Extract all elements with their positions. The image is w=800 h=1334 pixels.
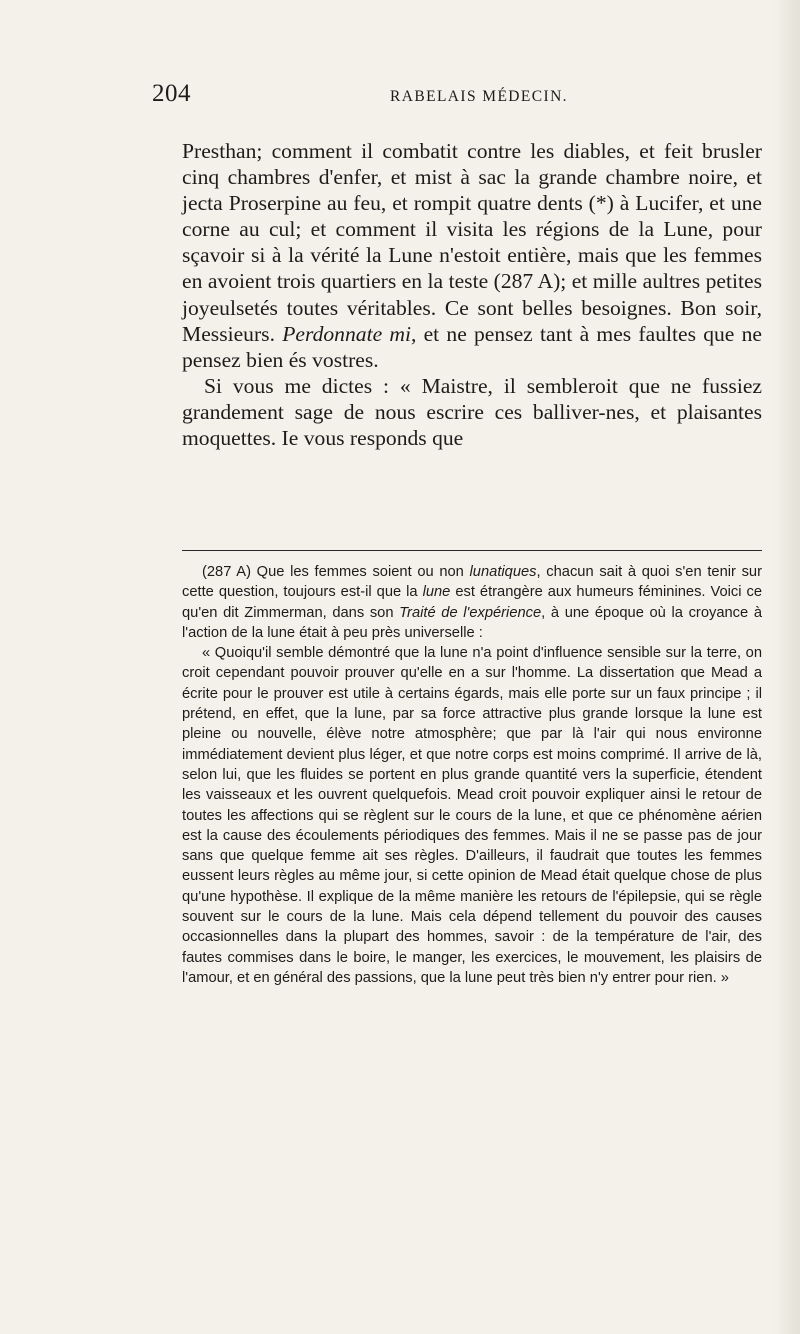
running-head [152, 80, 752, 114]
footnote-a-mid: , chacun sait à quoi s'en tenir sur cette question, toujours est-il que la [182, 564, 762, 601]
footnote-a-italic: lunatiques [469, 564, 537, 580]
main-text [182, 138, 762, 451]
main-paragraph-1-text: Presthan; comment il combatit contre les diables, et feit brusler cinq chambres d'enfer, et mist à sac la grande chambre noire, et jecta Proserpine au feu, et rompit quatre dents (*) à Lucifer, et une corne au cul; et comment il visita les régions de la Lune, pour sçavoir si à la vérité la Lune n'estoit entière, mais que les femmes en avoient trois quartiers en la teste (287 A); et mille aultres petites joyeulsetés toutes véritables. Ce sont belles besoignes. Bon soir, Messieurs. [182, 139, 762, 346]
main-paragraph-1-italic: Perdonnate mi [282, 321, 411, 346]
main-paragraph-2: Si vous me dictes : « Maistre, il sembleroit que ne fussiez grandement sage de nous escrire ces balliver-nes, et plaisantes moquettes. Ie vous responds que [182, 373, 762, 451]
footnote-paragraph-2: « Quoiqu'il semble démontré que la lune n'a point d'influence sensible sur la terre, on croit cependant pouvoir prouver qu'elle en a sur l'homme. La dissertation que Mead a écrite pour le prouver est utile à certains égards, mais elle porte sur un faux principe ; il prétend, en effet, que la lune, par sa force attractive plus grande lorsque la lune est pleine ou nouvelle, élève notre atmosphère; que par là l'air qui nous environne immédiatement devient plus léger, et que notre corps est moins comprimé. Il arrive de là, selon lui, que les fluides se portent en plus grande quantité vers la superficie, étendent les vaisseaux et les ouvrent quelquefois. Mead croit pouvoir expliquer ainsi le retour de toutes les affections qui se règlent sur le cours de la lune, et que ce phénomène aérien est la cause des écoulements périodiques des femmes. Mais il ne se passe pas de jour sans que quelque femme ait ses règles. D'ailleurs, il faudrait que toutes les femmes eussent leurs règles au même jour, si cette opinion de Mead était quelque chose de plus qu'une hypothèse. Il explique de la même manière les retours de l'épilepsie, qui se règle souvent sur le cours de la lune. Mais cela dépend tellement du pouvoir des causes occasionnelles dans la plupart des hommes, savoir : de la température de l'air, des fautes commises dans le boire, le manger, les exercices, le mouvement, les plaisirs de l'amour, et en général des passions, que la lune peut très bien n'y entrer pour rien. » [182, 645, 762, 986]
page-number: 204 [152, 80, 191, 107]
footnote-a-italic-3: Traité de l'expérience [399, 604, 542, 621]
footnote-a-italic-2: lune [422, 584, 451, 601]
main-paragraph-1 [182, 138, 762, 373]
footnote-a-mid-2: est étrangère aux humeurs féminines. Voici ce qu'en dit Zimmerman, dans son [182, 584, 762, 621]
footnote-rule [182, 550, 762, 551]
main-paragraph-1-end: , et ne pensez tant à mes faultes que ne pensez bien és vostres. [182, 321, 762, 372]
footnote-paragraph-1 [182, 562, 762, 643]
footnote-a-end: , à une époque où la croyance à l'action de la lune était à peu près universelle : [182, 604, 762, 641]
page-edge-shadow [774, 0, 800, 1334]
footnote-a-before: (287 A) Que les femmes soient ou non [202, 564, 470, 580]
running-title: RABELAIS MÉDECIN. [390, 88, 568, 105]
footnote [182, 562, 762, 988]
